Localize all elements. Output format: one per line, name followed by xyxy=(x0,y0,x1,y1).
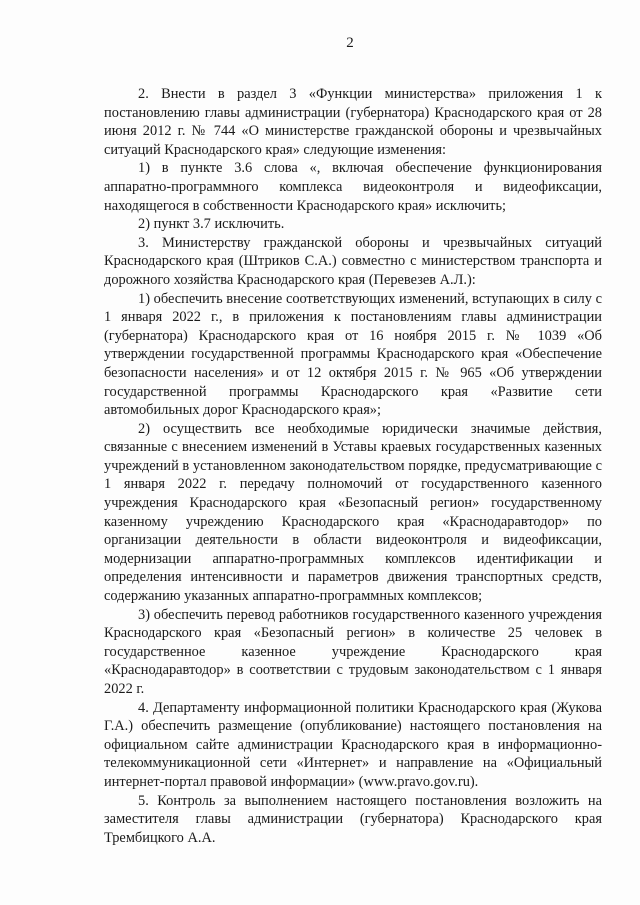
page-number: 2 xyxy=(346,35,354,51)
paragraph-item-4: 4. Департаменту информационной политики Краснодарского края (Жукова Г.А.) обеспечить размещение (опубликование) настоящего постановления на официальном сайте администрации Краснодарского края в информационно-телекоммуникационной сети «Интернет» и направление на «Официальный интернет-портал правовой информации» (www.pravo.gov.ru). xyxy=(104,699,602,790)
paragraph-subitem-2-2: 2) пункт 3.7 исключить. xyxy=(138,216,285,233)
paragraph-item-3: 3. Министерству гражданской обороны и чрезвычайных ситуаций Краснодарского края (Штриков С.А.) совместно с министерством транспорта и дорожного хозяйства Краснодарского края (Перевезев А.Л.): xyxy=(104,234,602,288)
paragraph-subitem-3-3: 3) обеспечить перевод работников государственного казенного учреждения Краснодарского края «Безопасный регион» в количестве 25 человек в государственное казенное учреждение Краснодарского края «Краснодаравтодор» в соответствии с трудовым законодательством с 1 января 2022 г. xyxy=(104,606,602,697)
paragraph-item-2: 2. Внести в раздел 3 «Функции министерства» приложения 1 к постановлению главы администрации (губернатора) Краснодарского края от 28 июня 2012 г. № 744 «О министерстве гражданской обороны и чрезвычайных ситуаций Краснодарского края» следующие изменения: xyxy=(104,86,602,158)
paragraph-item-5: 5. Контроль за выполнением настоящего постановления возложить на заместителя главы администрации (губернатора) Краснодарского края Трембицкого А.А. xyxy=(104,792,602,846)
document-body xyxy=(104,85,602,847)
paragraph-subitem-3-1: 1) обеспечить внесение соответствующих изменений, вступающих в силу с 1 января 2022 г., в приложения к постановлениям главы администрации (губернатора) Краснодарского края от 16 ноября 2015 г. № 1039 «Об утверждении государственной программы Краснодарского края «Обеспечение безопасности населения» и от 12 октября 2015 г. № 965 «Об утверждении государственной программы Краснодарского края «Развитие сети автомобильных дорог Краснодарского края»; xyxy=(104,290,602,419)
paragraph-subitem-3-2: 2) осуществить все необходимые юридически значимые действия, связанные с внесением изменений в Уставы краевых государственных казенных учреждений в установленном законодательством порядке, предусматривающие с 1 января 2022 г. передачу полномочий от государственного казенного учреждения Краснодарского края «Безопасный регион» государственному казенному учреждению Краснодарского края «Краснодаравтодор» по организации деятельности в области видеоконтроля и видеофиксации, модернизации аппаратно-программных комплексов идентификации и определения интенсивности и параметров движения транспортных средств, содержанию указанных аппаратно-программных комплексов; xyxy=(104,420,602,605)
paragraph-subitem-2-1: 1) в пункте 3.6 слова «, включая обеспечение функционирования аппаратно-программного комплекса видеоконтроля и видеофиксации, находящегося в собственности Краснодарского края» исключить; xyxy=(104,160,602,214)
